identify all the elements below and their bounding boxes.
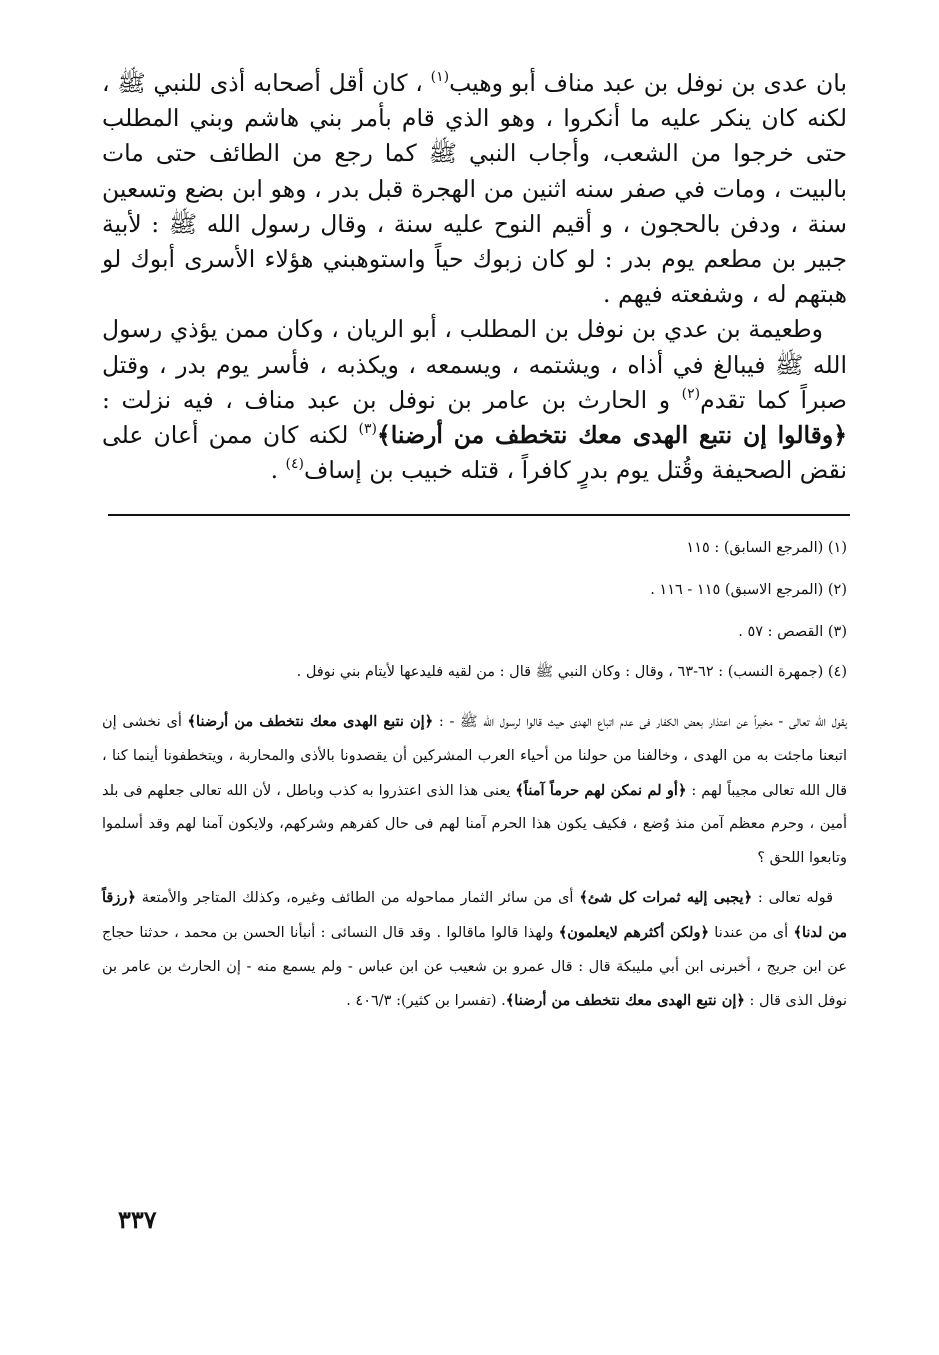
quran-verse: ﴿يجبى إليه ثمرات كل شئ﴾ [579, 888, 753, 906]
main-text-run: . [270, 456, 286, 485]
note-text-run: يقول الله تعالى - مخبراً عن اعتذار بعض الكفار فى عدم اتباع الهدى حيث قالوا لرسول الله ﷺ - : [438, 714, 847, 730]
main-paragraph-2 [102, 312, 847, 488]
quran-verse: ﴿إن نتبع الهدى معك نتخطف من أرضنا﴾ [505, 992, 745, 1010]
note-text-run: أى من سائر الثمار مماحوله من الطائف وغيره، وكذلك المتاجر والأمتعة [141, 889, 580, 906]
main-text [102, 66, 847, 488]
note-text-run: أى نخشى إن اتبعنا ماجئت به من الهدى ، وخالفنا من حولنا من أحياء العرب المشركين أن يقصدونا بالأذى والمحاربة ، ويتخطفونا أينما كنا ، قال الله تعالى مجيباً لهم : [102, 714, 848, 799]
quran-verse: ﴿إن نتبع الهدى معك نتخطف من أرضنا﴾ [187, 713, 434, 730]
note-paragraph-2 [102, 881, 847, 1019]
main-text-run: بان عدى بن نوفل بن عبد مناف أبو وهيب [449, 69, 847, 97]
note-text-run: . (تفسرا بن كثير): ٤٠٦/٣ . [346, 993, 506, 1010]
footnote-ref-3[interactable]: (٣) [358, 421, 377, 438]
note-text-run: أى من عندنا [714, 924, 794, 941]
note-text-run: يعنى هذا الذى اعتذروا به كذب وباطل ، لأن الله تعالى جعلهم فى بلد أمين ، وحرم معظم آمن منذ وُضع ، فكيف يكون هذا الحرم آمنا لهم فى حال كفرهم وشركهم، ولايكون آمنا لهم وقد أسلموا وتابعوا اللحق ؟ [102, 782, 847, 867]
note-paragraph-1 [102, 705, 847, 876]
footnote-ref-2[interactable]: (٢) [681, 385, 701, 402]
quran-verse: ﴿رزقاً من لدنا﴾ [102, 888, 848, 941]
main-paragraph-1 [102, 66, 847, 312]
commentary-note [102, 705, 847, 1019]
note-text-run: ولهذا قالوا ماقالوا . وقد قال النسائى : أنبأنا الحسن بن محمد ، حدثنا حجاج عن ابن جريج ، أخبرنى ابن أبي مليبكة قال : قال عمرو بن شعيب عن ابن عباس - ولم يسمع منه - إن الحارث بن عامر بن نوفل الذى قال : [102, 924, 847, 1010]
main-text-run: لكنه كان ممن أعان على نقض الصحيفة وقُتل يوم بدرٍ كافراً ، قتله خبيب بن إساف [102, 421, 847, 485]
footnote-3: (٣) القصص : ٥٧ . [738, 624, 847, 640]
footnote-separator [108, 514, 850, 516]
quran-verse: ﴿ولكن أكثرهم لايعلمون﴾ [558, 923, 709, 941]
main-text-run: ، كان أقل أصحابه أذى للنبي ﷺ ، لكنه كان ينكر عليه ما أنكروا ، وهو الذي قام بأمر بني هاشم وبني المطلب حتى خرجوا من الشعب، وأجاب النبي ﷺ كما رجع من الطائف حتى مات بالبيت ، ومات في صفر سنه اثنين من الهجرة قبل بدر ، وهو ابن بضع وتسعين سنة ، ودفن بالحجون ، و أقيم النوح عليه سنة ، وقال رسول الله ﷺ : لأبية جبير بن مطعم يوم بدر : لو كان زبوك حياً واستوهبني هؤلاء الأسرى أبوك لو هبتهم له ، وشفعته فيهم . [102, 69, 847, 309]
quran-verse: ﴿وقالوا إن نتبع الهدى معك نتخطف من أرضنا﴾ [377, 421, 847, 450]
main-text-run: و الحارث بن عامر بن نوفل بن عبد مناف ، فيه نزلت : [102, 385, 682, 414]
footnote-1: (١) (المرجع السابق) : ١١٥ [686, 540, 847, 556]
footnote-4: (٤) (جمهرة النسب) : ٦٢-٦٣ ، وقال : وكان النبي ﷺ قال : من لقيه فليدعها لأيتام بني نوفل . [296, 664, 847, 680]
footnote-ref-4[interactable]: (٤) [285, 456, 305, 473]
page-number: ٣٣٧ [118, 1205, 157, 1234]
note-text-run: قوله تعالى : [757, 889, 834, 906]
quran-verse: ﴿أو لم نمكن لهم حرماً آمناً﴾ [515, 781, 687, 799]
footnote-2: (٢) (المرجع الاسبق) ١١٥ - ١١٦ . [650, 582, 847, 598]
main-text-run: وطعيمة بن عدي بن نوفل بن المطلب ، أبو الريان ، وكان ممن يؤذي رسول الله ﷺ فيبالغ في أذاه ، ويشتمه ، ويسمعه ، ويكذبه ، فأسر يوم بدر ، وقتل صبراً كما تقدم [102, 315, 847, 414]
footnote-ref-1[interactable]: (١) [430, 69, 450, 85]
